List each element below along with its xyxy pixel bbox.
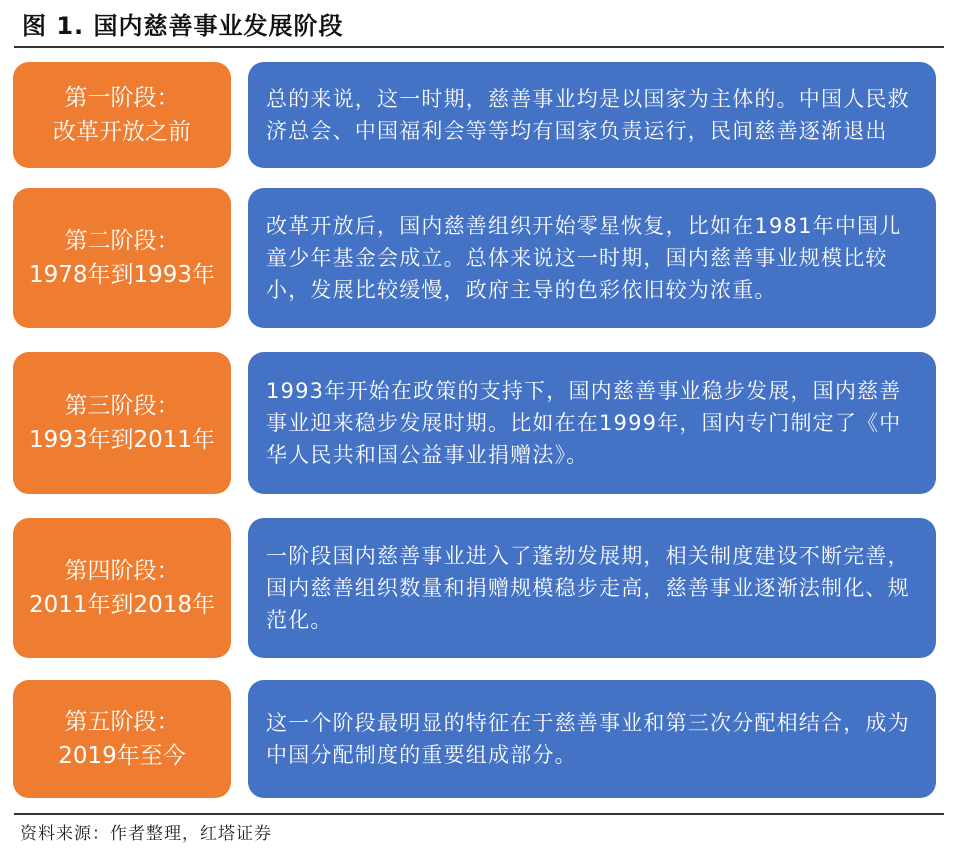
stage-2-description-box — [248, 188, 936, 328]
stage-1-label-box — [13, 62, 231, 168]
stage-4-description: 一阶段国内慈善事业进入了蓬勃发展期，相关制度建设不断完善，国内慈善组织数量和捐赠规模稳步走高，慈善事业逐渐法制化、规范化。 — [266, 544, 910, 632]
stage-3-description-box — [248, 352, 936, 494]
stage-3-label-box — [13, 352, 231, 494]
stage-4-label-box — [13, 518, 231, 658]
stage-4-description-box — [248, 518, 936, 658]
stage-2-description: 改革开放后，国内慈善组织开始零星恢复，比如在1981年中国儿童少年基金会成立。总体来说这一时期，国内慈善事业规模比较小，发展比较缓慢，政府主导的色彩依旧较为浓重。 — [266, 214, 902, 302]
stage-5-label-box — [13, 680, 231, 798]
bottom-divider — [14, 813, 944, 815]
stage-3-period: 1993年到2011年 — [28, 427, 216, 453]
stage-5-period: 2019年至今 — [58, 743, 186, 769]
source-note: 资料来源：作者整理，红塔证券 — [20, 824, 272, 844]
stage-4-period: 2011年到2018年 — [28, 592, 216, 618]
stage-5-description: 这一个阶段最明显的特征在于慈善事业和第三次分配相结合，成为中国分配制度的重要组成部分。 — [266, 711, 910, 767]
stage-1-description-box — [248, 62, 936, 168]
stage-2-label-box — [13, 188, 231, 328]
stage-1-period: 改革开放之前 — [53, 119, 191, 145]
stage-3-name: 第三阶段： — [64, 393, 180, 419]
stage-5-name: 第五阶段： — [64, 709, 180, 735]
stage-1-name: 第一阶段： — [64, 85, 180, 111]
stage-2-period: 1978年到1993年 — [28, 262, 216, 288]
stage-3-description: 1993年开始在政策的支持下，国内慈善事业稳步发展，国内慈善事业迎来稳步发展时期。比如在在1999年，国内专门制定了《中华人民共和国公益事业捐赠法》。 — [266, 379, 902, 467]
stage-2-name: 第二阶段： — [64, 228, 180, 254]
stage-1-description: 总的来说，这一时期，慈善事业均是以国家为主体的。中国人民救济总会、中国福利会等等均有国家负责运行，民间慈善逐渐退出 — [266, 87, 910, 143]
stage-4-name: 第四阶段： — [64, 558, 180, 584]
figure-title: 图 1. 国内慈善事业发展阶段 — [22, 12, 344, 40]
stage-5-description-box — [248, 680, 936, 798]
